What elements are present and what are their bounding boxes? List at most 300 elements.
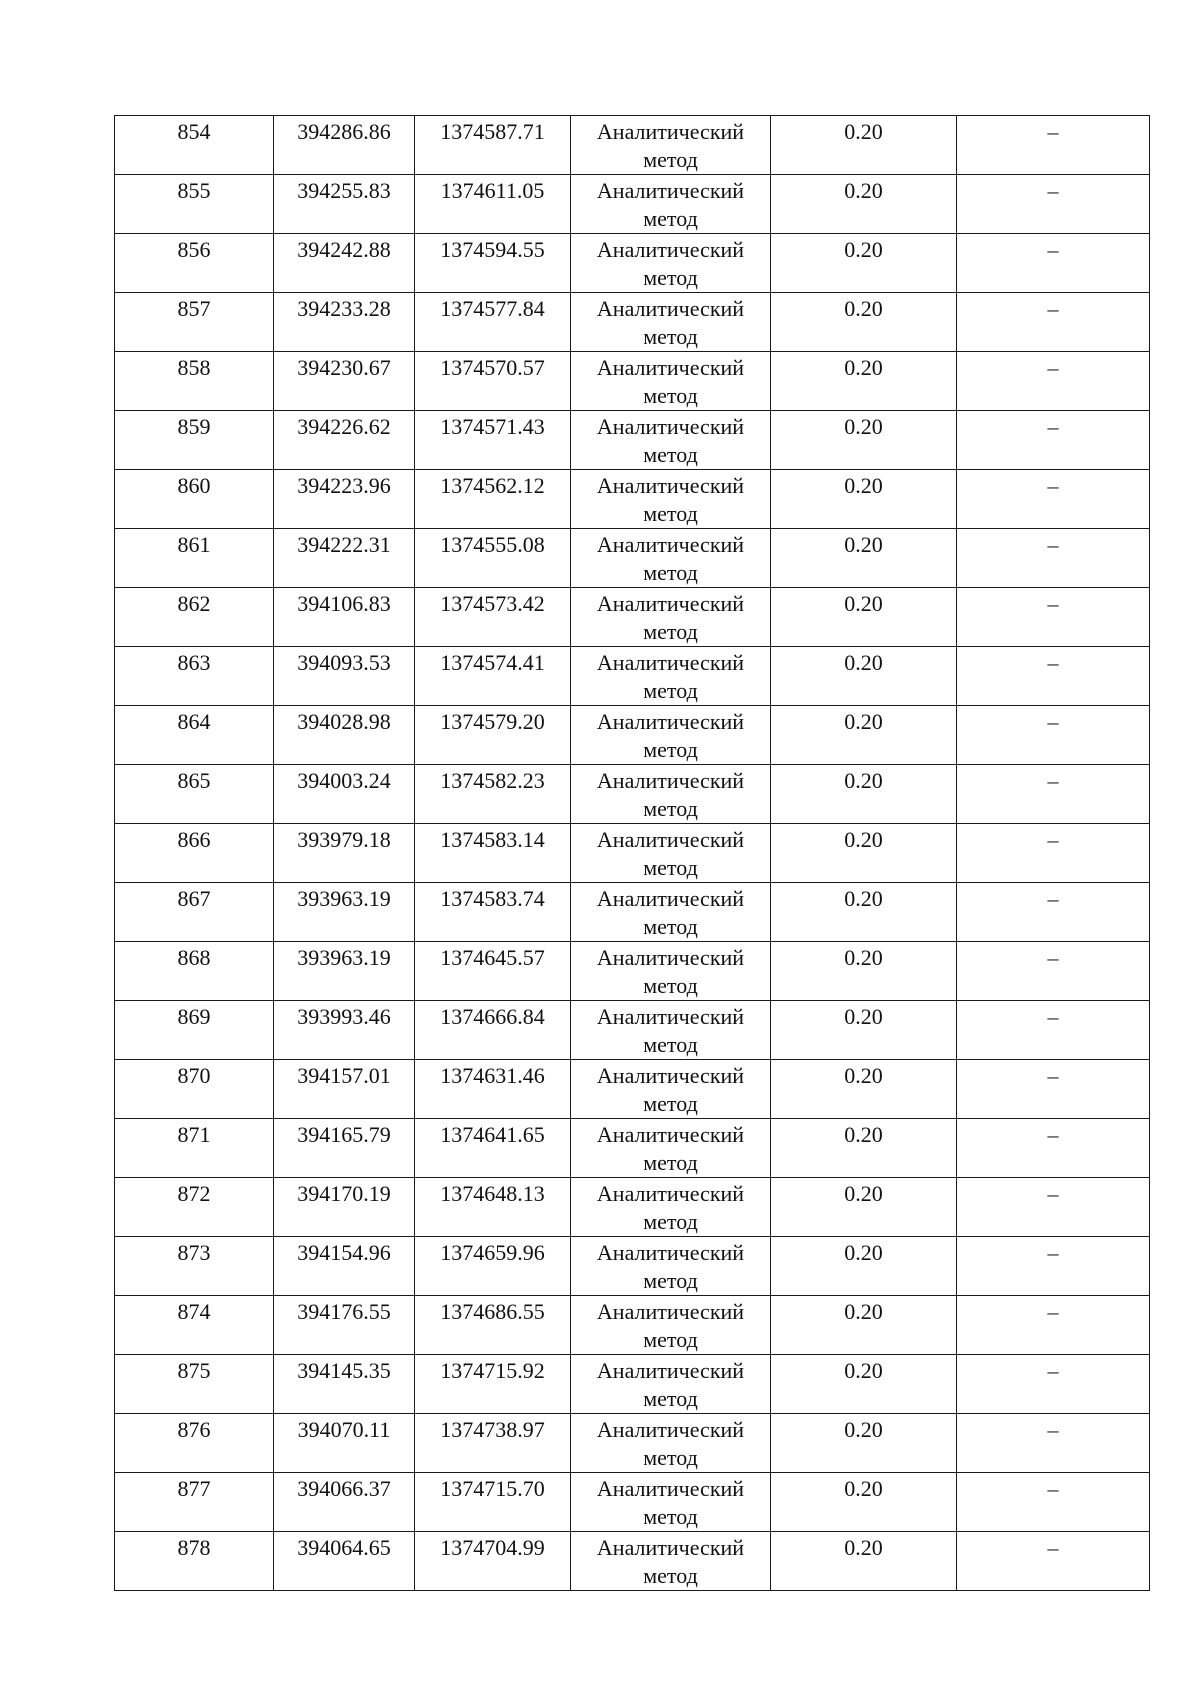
- y-coordinate-text: 1374704.99: [440, 1535, 545, 1560]
- y-coordinate-cell: [415, 175, 571, 234]
- table-row: [115, 1355, 1150, 1414]
- y-coordinate-text: 1374583.14: [440, 827, 545, 852]
- note-cell: [957, 1414, 1150, 1473]
- method-cell: [571, 942, 771, 1001]
- table-row: [115, 1296, 1150, 1355]
- method-cell: [571, 1414, 771, 1473]
- point-number-text: 855: [177, 178, 211, 203]
- y-coordinate-text: 1374648.13: [440, 1181, 545, 1206]
- y-coordinate-cell: [415, 883, 571, 942]
- x-coordinate-text: 394286.86: [297, 119, 391, 144]
- accuracy-cell: [771, 352, 957, 411]
- y-coordinate-text: 1374611.05: [440, 178, 545, 203]
- y-coordinate-text: 1374574.41: [440, 650, 545, 675]
- accuracy-cell: [771, 942, 957, 1001]
- y-coordinate-cell: [415, 411, 571, 470]
- note-cell: [957, 1532, 1150, 1591]
- y-coordinate-cell: [415, 116, 571, 175]
- y-coordinate-cell: [415, 765, 571, 824]
- note-cell: [957, 588, 1150, 647]
- y-coordinate-text: 1374631.46: [440, 1063, 545, 1088]
- point-number-cell: [115, 1060, 274, 1119]
- x-coordinate-text: 394176.55: [297, 1299, 391, 1324]
- method-cell: [571, 1178, 771, 1237]
- method-text: Аналитический метод: [596, 1240, 745, 1293]
- table-row: [115, 293, 1150, 352]
- y-coordinate-text: 1374715.70: [440, 1476, 545, 1501]
- point-number-text: 862: [177, 591, 211, 616]
- note-text: –: [1047, 1299, 1059, 1324]
- method-cell: [571, 175, 771, 234]
- x-coordinate-cell: [274, 1296, 415, 1355]
- point-number-cell: [115, 1473, 274, 1532]
- method-text: Аналитический метод: [596, 1063, 745, 1116]
- point-number-text: 859: [177, 414, 211, 439]
- method-text: Аналитический метод: [596, 1181, 745, 1234]
- accuracy-cell: [771, 234, 957, 293]
- x-coordinate-text: 394255.83: [297, 178, 391, 203]
- note-text: –: [1047, 1535, 1059, 1560]
- y-coordinate-text: 1374582.23: [440, 768, 545, 793]
- accuracy-cell: [771, 1178, 957, 1237]
- accuracy-text: 0.20: [844, 886, 883, 911]
- accuracy-text: 0.20: [844, 1476, 883, 1501]
- y-coordinate-text: 1374641.65: [440, 1122, 545, 1147]
- y-coordinate-text: 1374579.20: [440, 709, 545, 734]
- method-text: Аналитический метод: [596, 1535, 745, 1588]
- method-text: Аналитический метод: [596, 1004, 745, 1057]
- note-text: –: [1047, 355, 1059, 380]
- accuracy-cell: [771, 529, 957, 588]
- y-coordinate-cell: [415, 234, 571, 293]
- table-row: [115, 942, 1150, 1001]
- x-coordinate-cell: [274, 883, 415, 942]
- method-cell: [571, 706, 771, 765]
- x-coordinate-cell: [274, 470, 415, 529]
- point-number-cell: [115, 942, 274, 1001]
- note-text: –: [1047, 591, 1059, 616]
- y-coordinate-cell: [415, 588, 571, 647]
- table-row: [115, 352, 1150, 411]
- accuracy-text: 0.20: [844, 1063, 883, 1088]
- point-number-text: 875: [177, 1358, 211, 1383]
- method-text: Аналитический метод: [596, 945, 745, 998]
- method-cell: [571, 116, 771, 175]
- x-coordinate-cell: [274, 1119, 415, 1178]
- accuracy-text: 0.20: [844, 1299, 883, 1324]
- accuracy-cell: [771, 1414, 957, 1473]
- note-text: –: [1047, 886, 1059, 911]
- note-text: –: [1047, 1417, 1059, 1442]
- point-number-text: 874: [177, 1299, 211, 1324]
- y-coordinate-cell: [415, 529, 571, 588]
- point-number-text: 877: [177, 1476, 211, 1501]
- table-row: [115, 1119, 1150, 1178]
- method-text: Аналитический метод: [596, 414, 745, 467]
- accuracy-cell: [771, 1532, 957, 1591]
- note-cell: [957, 116, 1150, 175]
- point-number-cell: [115, 1532, 274, 1591]
- accuracy-cell: [771, 824, 957, 883]
- accuracy-text: 0.20: [844, 1004, 883, 1029]
- point-number-text: 864: [177, 709, 211, 734]
- accuracy-text: 0.20: [844, 1122, 883, 1147]
- accuracy-text: 0.20: [844, 119, 883, 144]
- x-coordinate-cell: [274, 411, 415, 470]
- coordinates-table-body: [115, 116, 1150, 1591]
- note-text: –: [1047, 1476, 1059, 1501]
- x-coordinate-cell: [274, 1414, 415, 1473]
- x-coordinate-cell: [274, 234, 415, 293]
- y-coordinate-text: 1374594.55: [440, 237, 545, 262]
- method-cell: [571, 765, 771, 824]
- note-text: –: [1047, 532, 1059, 557]
- note-cell: [957, 824, 1150, 883]
- table-row: [115, 1414, 1150, 1473]
- note-text: –: [1047, 650, 1059, 675]
- point-number-text: 857: [177, 296, 211, 321]
- accuracy-cell: [771, 1355, 957, 1414]
- x-coordinate-text: 394226.62: [297, 414, 391, 439]
- point-number-cell: [115, 1296, 274, 1355]
- table-row: [115, 411, 1150, 470]
- point-number-cell: [115, 1119, 274, 1178]
- method-text: Аналитический метод: [596, 1122, 745, 1175]
- accuracy-text: 0.20: [844, 355, 883, 380]
- accuracy-cell: [771, 470, 957, 529]
- accuracy-cell: [771, 1119, 957, 1178]
- method-cell: [571, 1237, 771, 1296]
- y-coordinate-text: 1374659.96: [440, 1240, 545, 1265]
- x-coordinate-text: 393963.19: [297, 886, 391, 911]
- x-coordinate-cell: [274, 942, 415, 1001]
- accuracy-cell: [771, 175, 957, 234]
- table-row: [115, 883, 1150, 942]
- x-coordinate-text: 394154.96: [297, 1240, 391, 1265]
- accuracy-text: 0.20: [844, 591, 883, 616]
- point-number-cell: [115, 470, 274, 529]
- note-text: –: [1047, 1240, 1059, 1265]
- method-cell: [571, 470, 771, 529]
- x-coordinate-cell: [274, 706, 415, 765]
- y-coordinate-text: 1374570.57: [440, 355, 545, 380]
- point-number-cell: [115, 647, 274, 706]
- point-number-text: 865: [177, 768, 211, 793]
- accuracy-cell: [771, 1060, 957, 1119]
- x-coordinate-cell: [274, 1473, 415, 1532]
- y-coordinate-text: 1374577.84: [440, 296, 545, 321]
- y-coordinate-text: 1374715.92: [440, 1358, 545, 1383]
- y-coordinate-cell: [415, 824, 571, 883]
- note-cell: [957, 765, 1150, 824]
- accuracy-text: 0.20: [844, 768, 883, 793]
- x-coordinate-cell: [274, 529, 415, 588]
- y-coordinate-cell: [415, 1532, 571, 1591]
- note-text: –: [1047, 237, 1059, 262]
- table-row: [115, 470, 1150, 529]
- accuracy-text: 0.20: [844, 1240, 883, 1265]
- y-coordinate-cell: [415, 1473, 571, 1532]
- method-cell: [571, 1119, 771, 1178]
- method-text: Аналитический метод: [596, 296, 745, 349]
- point-number-cell: [115, 529, 274, 588]
- table-row: [115, 765, 1150, 824]
- method-text: Аналитический метод: [596, 650, 745, 703]
- note-text: –: [1047, 945, 1059, 970]
- point-number-text: 866: [177, 827, 211, 852]
- y-coordinate-text: 1374555.08: [440, 532, 545, 557]
- method-text: Аналитический метод: [596, 709, 745, 762]
- note-cell: [957, 1001, 1150, 1060]
- y-coordinate-cell: [415, 1060, 571, 1119]
- point-number-text: 873: [177, 1240, 211, 1265]
- x-coordinate-cell: [274, 1532, 415, 1591]
- x-coordinate-cell: [274, 1001, 415, 1060]
- y-coordinate-text: 1374666.84: [440, 1004, 545, 1029]
- accuracy-cell: [771, 883, 957, 942]
- method-cell: [571, 411, 771, 470]
- table-row: [115, 1532, 1150, 1591]
- x-coordinate-cell: [274, 116, 415, 175]
- note-text: –: [1047, 768, 1059, 793]
- method-cell: [571, 1296, 771, 1355]
- coordinates-table: [114, 115, 1150, 1591]
- point-number-text: 858: [177, 355, 211, 380]
- note-cell: [957, 293, 1150, 352]
- point-number-text: 876: [177, 1417, 211, 1442]
- x-coordinate-cell: [274, 647, 415, 706]
- point-number-cell: [115, 765, 274, 824]
- note-cell: [957, 470, 1150, 529]
- x-coordinate-cell: [274, 1355, 415, 1414]
- y-coordinate-cell: [415, 293, 571, 352]
- table-row: [115, 1178, 1150, 1237]
- table-row: [115, 1001, 1150, 1060]
- accuracy-cell: [771, 293, 957, 352]
- x-coordinate-text: 394003.24: [297, 768, 391, 793]
- method-cell: [571, 1532, 771, 1591]
- method-cell: [571, 293, 771, 352]
- accuracy-cell: [771, 647, 957, 706]
- accuracy-text: 0.20: [844, 1358, 883, 1383]
- x-coordinate-cell: [274, 824, 415, 883]
- point-number-cell: [115, 706, 274, 765]
- method-cell: [571, 234, 771, 293]
- accuracy-text: 0.20: [844, 1181, 883, 1206]
- method-text: Аналитический метод: [596, 1299, 745, 1352]
- accuracy-cell: [771, 116, 957, 175]
- note-cell: [957, 1473, 1150, 1532]
- x-coordinate-text: 394106.83: [297, 591, 391, 616]
- accuracy-cell: [771, 1473, 957, 1532]
- y-coordinate-cell: [415, 1119, 571, 1178]
- y-coordinate-cell: [415, 1178, 571, 1237]
- note-cell: [957, 1178, 1150, 1237]
- accuracy-text: 0.20: [844, 237, 883, 262]
- x-coordinate-text: 394028.98: [297, 709, 391, 734]
- y-coordinate-text: 1374587.71: [440, 119, 545, 144]
- note-text: –: [1047, 1004, 1059, 1029]
- note-cell: [957, 706, 1150, 765]
- note-cell: [957, 647, 1150, 706]
- accuracy-text: 0.20: [844, 1417, 883, 1442]
- method-cell: [571, 529, 771, 588]
- accuracy-cell: [771, 411, 957, 470]
- x-coordinate-cell: [274, 175, 415, 234]
- note-text: –: [1047, 1358, 1059, 1383]
- y-coordinate-text: 1374738.97: [440, 1417, 545, 1442]
- x-coordinate-text: 394066.37: [297, 1476, 391, 1501]
- x-coordinate-text: 393993.46: [297, 1004, 391, 1029]
- table-row: [115, 1060, 1150, 1119]
- note-text: –: [1047, 414, 1059, 439]
- point-number-cell: [115, 352, 274, 411]
- note-text: –: [1047, 119, 1059, 144]
- y-coordinate-cell: [415, 1001, 571, 1060]
- y-coordinate-cell: [415, 470, 571, 529]
- point-number-cell: [115, 1355, 274, 1414]
- point-number-cell: [115, 588, 274, 647]
- table-row: [115, 175, 1150, 234]
- point-number-text: 872: [177, 1181, 211, 1206]
- point-number-text: 860: [177, 473, 211, 498]
- point-number-cell: [115, 293, 274, 352]
- method-text: Аналитический метод: [596, 768, 745, 821]
- x-coordinate-text: 393979.18: [297, 827, 391, 852]
- x-coordinate-cell: [274, 765, 415, 824]
- x-coordinate-cell: [274, 1060, 415, 1119]
- note-text: –: [1047, 827, 1059, 852]
- point-number-cell: [115, 1237, 274, 1296]
- x-coordinate-cell: [274, 1237, 415, 1296]
- y-coordinate-cell: [415, 1237, 571, 1296]
- note-cell: [957, 942, 1150, 1001]
- table-row: [115, 234, 1150, 293]
- accuracy-text: 0.20: [844, 650, 883, 675]
- accuracy-cell: [771, 706, 957, 765]
- method-text: Аналитический метод: [596, 532, 745, 585]
- method-cell: [571, 1060, 771, 1119]
- note-cell: [957, 352, 1150, 411]
- accuracy-cell: [771, 1296, 957, 1355]
- note-cell: [957, 1060, 1150, 1119]
- x-coordinate-text: 394145.35: [297, 1358, 391, 1383]
- method-text: Аналитический метод: [596, 237, 745, 290]
- point-number-text: 854: [177, 119, 211, 144]
- table-row: [115, 529, 1150, 588]
- point-number-cell: [115, 824, 274, 883]
- x-coordinate-text: 394242.88: [297, 237, 391, 262]
- accuracy-cell: [771, 1237, 957, 1296]
- y-coordinate-cell: [415, 942, 571, 1001]
- y-coordinate-text: 1374686.55: [440, 1299, 545, 1324]
- method-text: Аналитический метод: [596, 1476, 745, 1529]
- y-coordinate-cell: [415, 1355, 571, 1414]
- point-number-text: 871: [177, 1122, 211, 1147]
- x-coordinate-cell: [274, 1178, 415, 1237]
- x-coordinate-cell: [274, 588, 415, 647]
- table-row: [115, 647, 1150, 706]
- accuracy-text: 0.20: [844, 532, 883, 557]
- table-row: [115, 588, 1150, 647]
- point-number-cell: [115, 1178, 274, 1237]
- x-coordinate-text: 394170.19: [297, 1181, 391, 1206]
- table-row: [115, 1237, 1150, 1296]
- y-coordinate-cell: [415, 1414, 571, 1473]
- note-text: –: [1047, 1063, 1059, 1088]
- method-text: Аналитический метод: [596, 178, 745, 231]
- x-coordinate-text: 393963.19: [297, 945, 391, 970]
- method-cell: [571, 1001, 771, 1060]
- note-text: –: [1047, 296, 1059, 321]
- point-number-cell: [115, 116, 274, 175]
- method-cell: [571, 883, 771, 942]
- y-coordinate-cell: [415, 352, 571, 411]
- accuracy-text: 0.20: [844, 1535, 883, 1560]
- note-text: –: [1047, 473, 1059, 498]
- accuracy-text: 0.20: [844, 178, 883, 203]
- method-text: Аналитический метод: [596, 1417, 745, 1470]
- method-cell: [571, 1355, 771, 1414]
- method-text: Аналитический метод: [596, 886, 745, 939]
- method-text: Аналитический метод: [596, 591, 745, 644]
- y-coordinate-text: 1374583.74: [440, 886, 545, 911]
- y-coordinate-cell: [415, 706, 571, 765]
- accuracy-cell: [771, 588, 957, 647]
- y-coordinate-text: 1374571.43: [440, 414, 545, 439]
- note-text: –: [1047, 709, 1059, 734]
- table-row: [115, 706, 1150, 765]
- point-number-cell: [115, 1414, 274, 1473]
- accuracy-text: 0.20: [844, 709, 883, 734]
- point-number-cell: [115, 234, 274, 293]
- method-text: Аналитический метод: [596, 827, 745, 880]
- x-coordinate-text: 394064.65: [297, 1535, 391, 1560]
- method-text: Аналитический метод: [596, 473, 745, 526]
- y-coordinate-cell: [415, 647, 571, 706]
- method-cell: [571, 588, 771, 647]
- accuracy-text: 0.20: [844, 945, 883, 970]
- method-text: Аналитический метод: [596, 119, 745, 172]
- accuracy-cell: [771, 765, 957, 824]
- point-number-text: 869: [177, 1004, 211, 1029]
- accuracy-text: 0.20: [844, 473, 883, 498]
- note-cell: [957, 1296, 1150, 1355]
- accuracy-text: 0.20: [844, 827, 883, 852]
- method-text: Аналитический метод: [596, 1358, 745, 1411]
- table-row: [115, 1473, 1150, 1532]
- method-cell: [571, 1473, 771, 1532]
- method-cell: [571, 352, 771, 411]
- point-number-text: 878: [177, 1535, 211, 1560]
- y-coordinate-cell: [415, 1296, 571, 1355]
- table-row: [115, 116, 1150, 175]
- note-cell: [957, 411, 1150, 470]
- x-coordinate-text: 394230.67: [297, 355, 391, 380]
- point-number-text: 867: [177, 886, 211, 911]
- note-cell: [957, 234, 1150, 293]
- note-text: –: [1047, 1181, 1059, 1206]
- x-coordinate-text: 394070.11: [297, 1417, 391, 1442]
- method-cell: [571, 647, 771, 706]
- x-coordinate-text: 394093.53: [297, 650, 391, 675]
- accuracy-cell: [771, 1001, 957, 1060]
- accuracy-text: 0.20: [844, 296, 883, 321]
- point-number-cell: [115, 1001, 274, 1060]
- x-coordinate-text: 394223.96: [297, 473, 391, 498]
- y-coordinate-text: 1374573.42: [440, 591, 545, 616]
- note-text: –: [1047, 178, 1059, 203]
